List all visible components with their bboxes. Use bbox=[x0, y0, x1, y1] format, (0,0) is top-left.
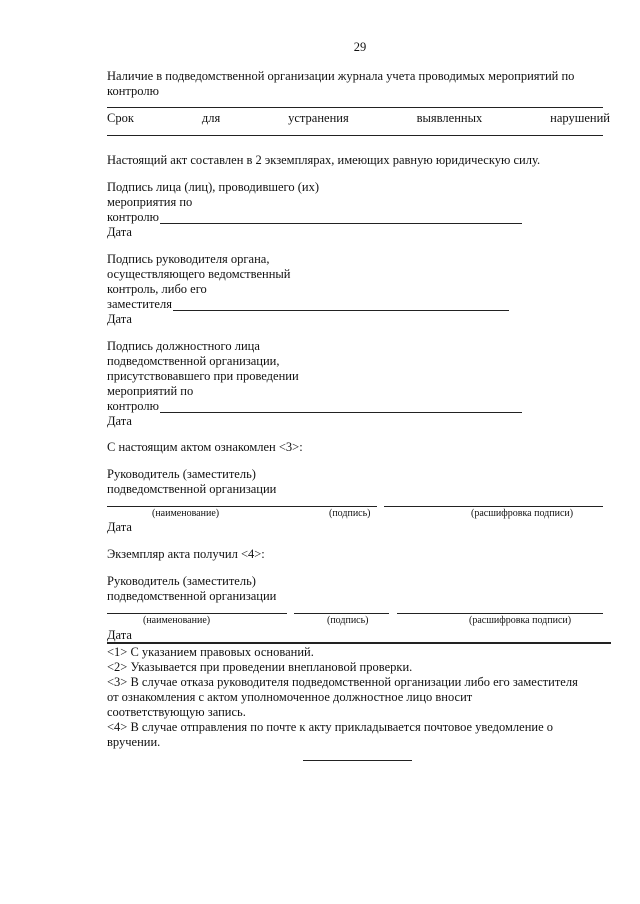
end-rule bbox=[303, 760, 412, 761]
acquainted-role-2: подведомственной организации bbox=[107, 482, 277, 496]
inspector-label-1: Подпись лица (лиц), проводившего (их) bbox=[107, 180, 319, 194]
received-caption-decoding: (расшифровка подписи) bbox=[469, 615, 572, 626]
inspector-date: Дата bbox=[107, 225, 132, 239]
footnote-3-line-1: <3> В случае отказа руководителя подведомственной организации либо его заместителя bbox=[107, 675, 578, 689]
deadline-word-5: нарушений bbox=[550, 111, 610, 125]
official-label-2: подведомственной организации, bbox=[107, 354, 280, 368]
received-role-2: подведомственной организации bbox=[107, 589, 277, 603]
received-name-line bbox=[107, 613, 287, 614]
journal-fill-line bbox=[107, 107, 603, 108]
footnote-1: <1> С указанием правовых оснований. bbox=[107, 645, 314, 659]
deadline-row bbox=[107, 111, 610, 126]
received-caption-name: (наименование) bbox=[143, 615, 211, 626]
acquainted-name-line bbox=[107, 506, 377, 507]
inspector-label-2: мероприятия по bbox=[107, 195, 193, 209]
inspector-label-3: контролю bbox=[107, 210, 159, 224]
acquainted-date: Дата bbox=[107, 520, 132, 534]
footnote-3-line-2: от ознакомления с актом уполномоченное должностное лицо вносит bbox=[107, 690, 473, 704]
deadline-fill-line bbox=[107, 135, 603, 136]
journal-line-1: Наличие в подведомственной организации журнала учета проводимых мероприятий по bbox=[107, 69, 575, 83]
journal-line-2: контролю bbox=[107, 84, 159, 98]
received-caption-signature: (подпись) bbox=[327, 615, 369, 626]
acquainted-caption-signature: (подпись) bbox=[329, 508, 371, 519]
supervisor-signature-line bbox=[173, 310, 509, 311]
footnote-separator bbox=[107, 642, 611, 644]
footnote-3-line-3: соответствующую запись. bbox=[107, 705, 246, 719]
received-decoding-line bbox=[397, 613, 603, 614]
official-date: Дата bbox=[107, 414, 132, 428]
page-number: 29 bbox=[353, 40, 367, 54]
received-date: Дата bbox=[107, 628, 132, 642]
supervisor-label-1: Подпись руководителя органа, bbox=[107, 252, 270, 266]
received-title: Экземпляр акта получил <4>: bbox=[107, 547, 265, 561]
footnote-2: <2> Указывается при проведении внеплановой проверки. bbox=[107, 660, 413, 674]
footnote-4-line-2: вручении. bbox=[107, 735, 161, 749]
received-role-1: Руководитель (заместитель) bbox=[107, 574, 256, 588]
inspector-signature-line bbox=[160, 223, 522, 224]
deadline-word-4: выявленных bbox=[416, 111, 483, 125]
acquainted-role-1: Руководитель (заместитель) bbox=[107, 467, 256, 481]
official-label-4: мероприятий по bbox=[107, 384, 194, 398]
deadline-word-2: для bbox=[201, 111, 221, 125]
footnote-4-line-1: <4> В случае отправления по почте к акту прикладывается почтовое уведомление о bbox=[107, 720, 554, 734]
official-label-5: контролю bbox=[107, 399, 159, 413]
acquainted-title: С настоящим актом ознакомлен <3>: bbox=[107, 440, 303, 454]
received-signature-line bbox=[294, 613, 389, 614]
acquainted-decoding-line bbox=[384, 506, 603, 507]
acquainted-caption-decoding: (расшифровка подписи) bbox=[471, 508, 574, 519]
copies-statement: Настоящий акт составлен в 2 экземплярах, имеющих равную юридическую силу. bbox=[107, 153, 541, 167]
supervisor-label-3: контроль, либо его bbox=[107, 282, 207, 296]
supervisor-label-2: осуществляющего ведомственный bbox=[107, 267, 291, 281]
deadline-word-1: Срок bbox=[107, 111, 134, 125]
acquainted-caption-name: (наименование) bbox=[152, 508, 220, 519]
official-signature-line bbox=[160, 412, 522, 413]
official-label-3: присутствовавшего при проведении bbox=[107, 369, 299, 383]
supervisor-date: Дата bbox=[107, 312, 132, 326]
supervisor-label-4: заместителя bbox=[107, 297, 172, 311]
deadline-word-3: устранения bbox=[288, 111, 349, 125]
official-label-1: Подпись должностного лица bbox=[107, 339, 260, 353]
